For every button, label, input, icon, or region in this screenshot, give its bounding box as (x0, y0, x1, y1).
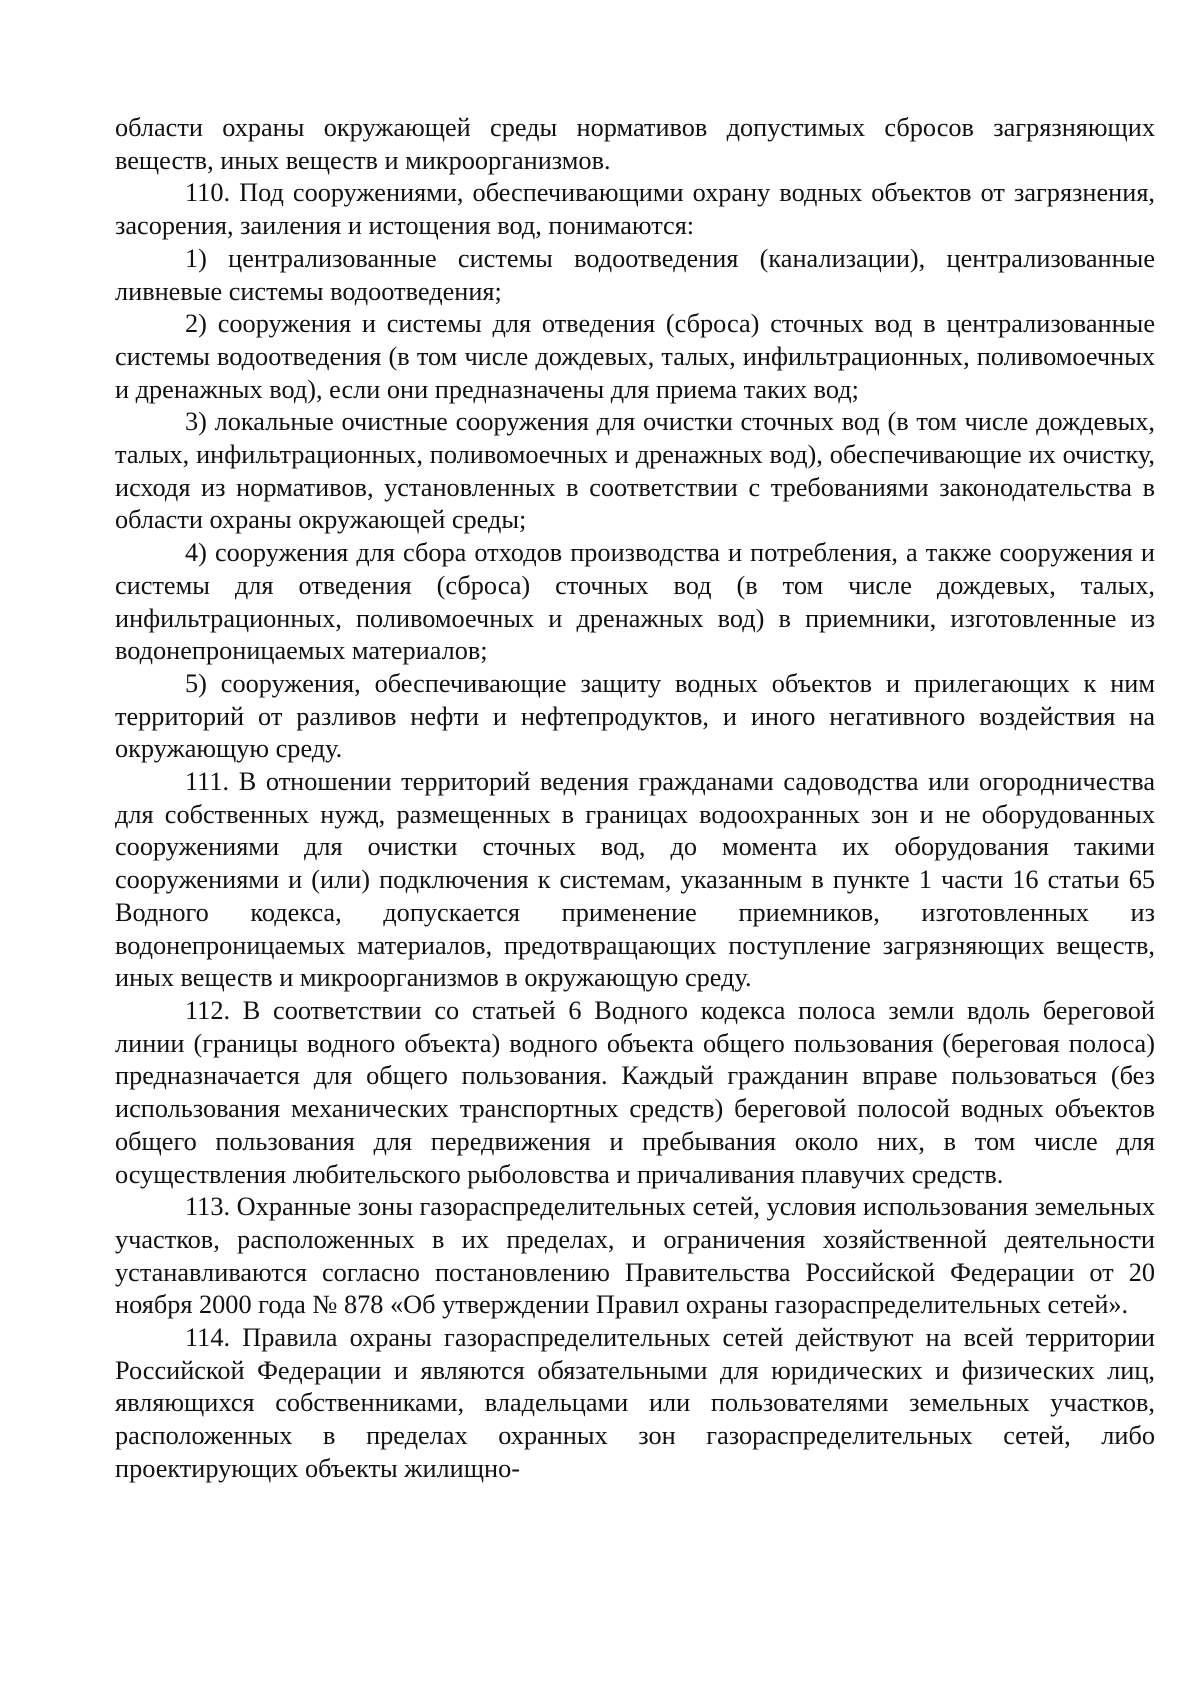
paragraph-110-item-1: 1) централизованные системы водоотведения (канализации), централизованные ливневые системы водоотведения; (115, 243, 1155, 306)
paragraph-114: 114. Правила охраны газораспределительных сетей действуют на всей территории Российской Федерации и являются обязательными для юридических и физических лиц, являющихся собственниками, владельцами или пользователями земельных участков, расположенных в пределах охранных зон газораспределительных сетей, либо проектирующих объекты жилищно- (115, 1323, 1155, 1483)
paragraph-110-item-4: 4) сооружения для сбора отходов производства и потребления, а также сооружения и системы для отведения (сброса) сточных вод (в том числе дождевых, талых, инфильтрационных, поливомоечных и дренажных вод) в приемники, изготовленные из водонепроницаемых материалов; (115, 538, 1155, 666)
paragraph-110: 110. Под сооружениями, обеспечивающими охрану водных объектов от загрязнения, засорения, заиления и истощения вод, понимаются: (115, 178, 1155, 241)
paragraph-110-item-5: 5) сооружения, обеспечивающие защиту водных объектов и прилегающих к ним территорий от разливов нефти и нефтепродуктов, и иного негативного воздействия на окружающую среду. (115, 668, 1155, 764)
document-page (115, 112, 1155, 1486)
paragraph-113: 113. Охранные зоны газораспределительных сетей, условия использования земельных участков, расположенных в их пределах, и ограничения хозяйственной деятельности устанавливаются согласно постановлению Правительства Российской Федерации от 20 ноября 2000 года № 878 «Об утверждении Правил охраны газораспределительных сетей». (115, 1192, 1155, 1320)
paragraph-111: 111. В отношении территорий ведения гражданами садоводства или огородничества для собственных нужд, размещенных в границах водоохранных зон и не оборудованных сооружениями для очистки сточных вод, до момента их оборудования такими сооружениями и (или) подключения к системам, указанным в пункте 1 части 16 статьи 65 Водного кодекса, допускается применение приемников, изготовленных из водонепроницаемых материалов, предотвращающих поступление загрязняющих веществ, иных веществ и микроорганизмов в окружающую среду. (115, 767, 1155, 993)
paragraph-110-item-3: 3) локальные очистные сооружения для очистки сточных вод (в том числе дождевых, талых, инфильтрационных, поливомоечных и дренажных вод), обеспечивающие их очистку, исходя из нормативов, установленных в соответствии с требованиями законодательства в области охраны окружающей среды; (115, 407, 1155, 535)
paragraph-112: 112. В соответствии со статьей 6 Водного кодекса полоса земли вдоль береговой линии (границы водного объекта) водного объекта общего пользования (береговая полоса) предназначается для общего пользования. Каждый гражданин вправе пользоваться (без использования механических транспортных средств) береговой полосой водных объектов общего пользования для передвижения и пребывания около них, в том числе для осуществления любительского рыболовства и причаливания плавучих средств. (115, 995, 1155, 1189)
paragraph-continuation: области охраны окружающей среды нормативов допустимых сбросов загрязняющих веществ, иных веществ и микроорганизмов. (115, 113, 1155, 175)
paragraph-110-item-2: 2) сооружения и системы для отведения (сброса) сточных вод в централизованные системы водоотведения (в том числе дождевых, талых, инфильтрационных, поливомоечных и дренажных вод), если они предназначены для приема таких вод; (115, 309, 1155, 404)
